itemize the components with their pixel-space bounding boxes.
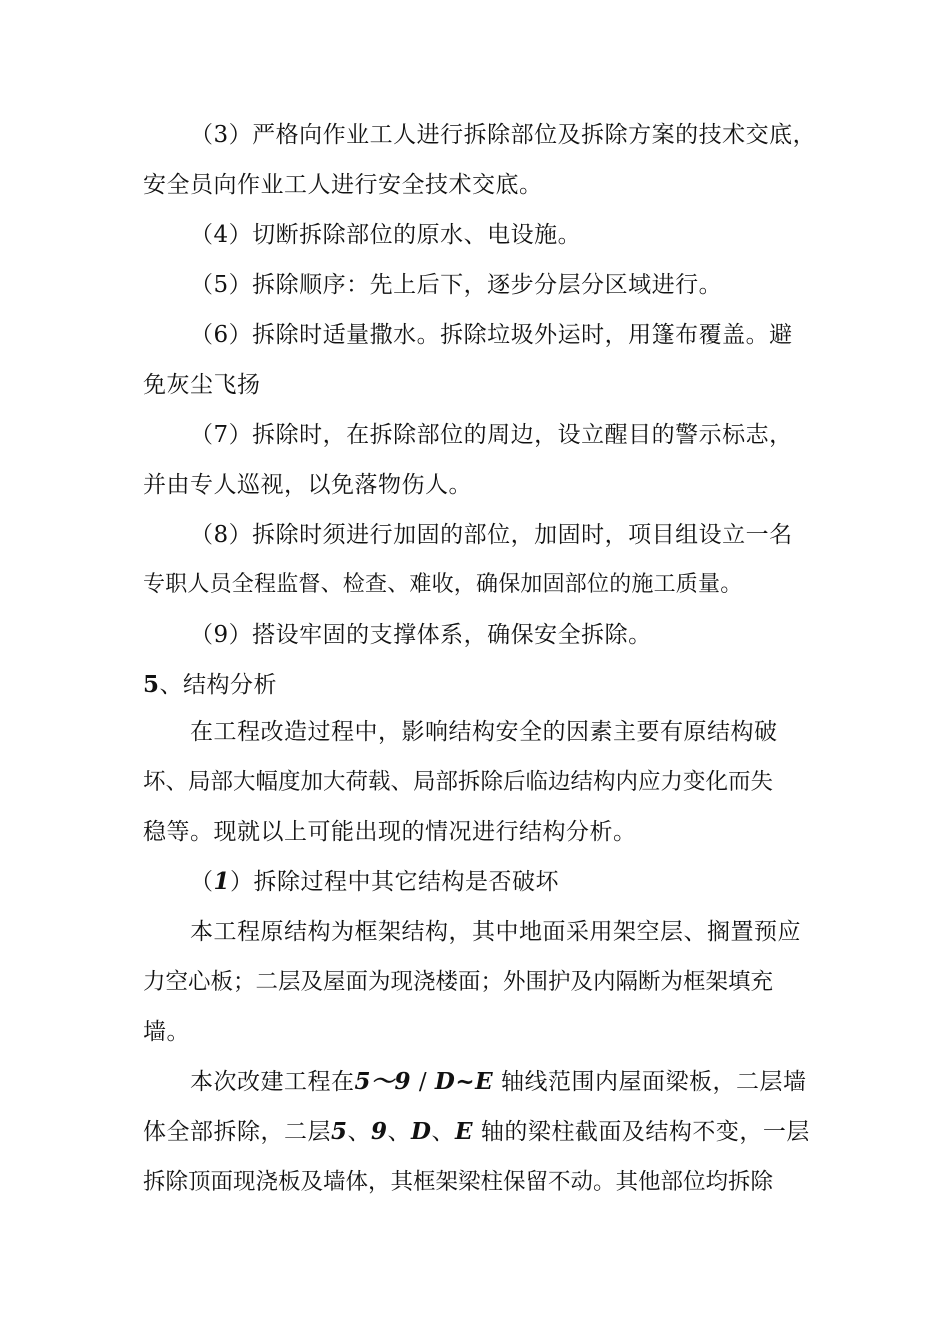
structure-para-line-3: 墙。 (143, 1019, 190, 1045)
axis2-D: D (411, 1118, 432, 1145)
item-8-line-1: （8）拆除时须进行加固的部位，加固时，项目组设立一名 (190, 522, 793, 548)
item-3-line-1: （3）严格向作业工人进行拆除部位及拆除方案的技术交底， (190, 122, 817, 148)
structure-para-line-1: 本工程原结构为框架结构，其中地面采用架空层、搁置预应 (190, 919, 801, 945)
analysis-para-line-1: 在工程改造过程中，影响结构安全的因素主要有原结构破 (190, 719, 778, 745)
axis2-text-a: 体全部拆除，二层 (143, 1119, 331, 1145)
subsection-title: ）拆除过程中其它结构是否破坏 (230, 869, 560, 895)
axis2-9: 9 (371, 1118, 388, 1145)
axis2-5: 5 (331, 1118, 348, 1145)
analysis-para-line-2: 坏、局部大幅度加大荷载、局部拆除后临边结构内应力变化而失 (143, 769, 774, 795)
section-title: 、结构分析 (159, 672, 278, 698)
subsection-1-heading (190, 867, 845, 897)
axis2-sep-2: 、 (387, 1119, 412, 1145)
axis2-text-i: 轴的梁柱截面及结构不变，一层 (473, 1119, 810, 1145)
section-number: 5 (143, 671, 160, 698)
section-5-heading (143, 670, 843, 700)
structure-para-line-2: 力空心板；二层及屋面为现浇楼面；外围护及内隔断为框架填充 (143, 969, 774, 995)
axis-para-line-3: 拆除顶面现浇板及墙体，其框架梁柱保留不动。其他部位均拆除 (143, 1169, 774, 1195)
subsection-open-paren: （ (190, 869, 214, 895)
axis-text-e: 轴线范围内屋面梁板，二层墙 (493, 1069, 807, 1095)
item-7-line-2: 并由专人巡视，以免落物伤人。 (143, 472, 472, 498)
axis2-sep-3: 、 (431, 1119, 455, 1145)
item-9: （9）搭设牢固的支撑体系，确保安全拆除。 (190, 622, 652, 648)
axis-text-a: 本次改建工程在 (190, 1069, 355, 1095)
axis-para-line-2 (143, 1117, 843, 1147)
item-7-line-1: （7）拆除时，在拆除部位的周边，设立醒目的警示标志， (190, 422, 793, 448)
axis-range: 5～9 (354, 1068, 412, 1095)
axis-letters: D~E (434, 1068, 494, 1095)
axis2-sep-1: 、 (347, 1119, 372, 1145)
item-4: （4）切断拆除部位的原水、电设施。 (190, 222, 582, 248)
item-8-line-2: 专职人员全程监督、检查、难收，确保加固部位的施工质量。 (143, 572, 743, 597)
subsection-number: 1 (213, 868, 231, 895)
axis2-E: E (454, 1118, 474, 1145)
item-6-line-2: 免灰尘飞扬 (143, 372, 261, 398)
analysis-para-line-3: 稳等。现就以上可能出现的情况进行结构分析。 (143, 819, 637, 845)
item-3-line-2: 安全员向作业工人进行安全技术交底。 (143, 172, 543, 198)
axis-slash: / (411, 1069, 435, 1095)
item-5: （5）拆除顺序：先上后下，逐步分层分区域进行。 (190, 272, 723, 298)
item-6-line-1: （6）拆除时适量撒水。拆除垃圾外运时，用篷布覆盖。避 (190, 322, 793, 348)
axis-para-line-1 (190, 1067, 845, 1097)
